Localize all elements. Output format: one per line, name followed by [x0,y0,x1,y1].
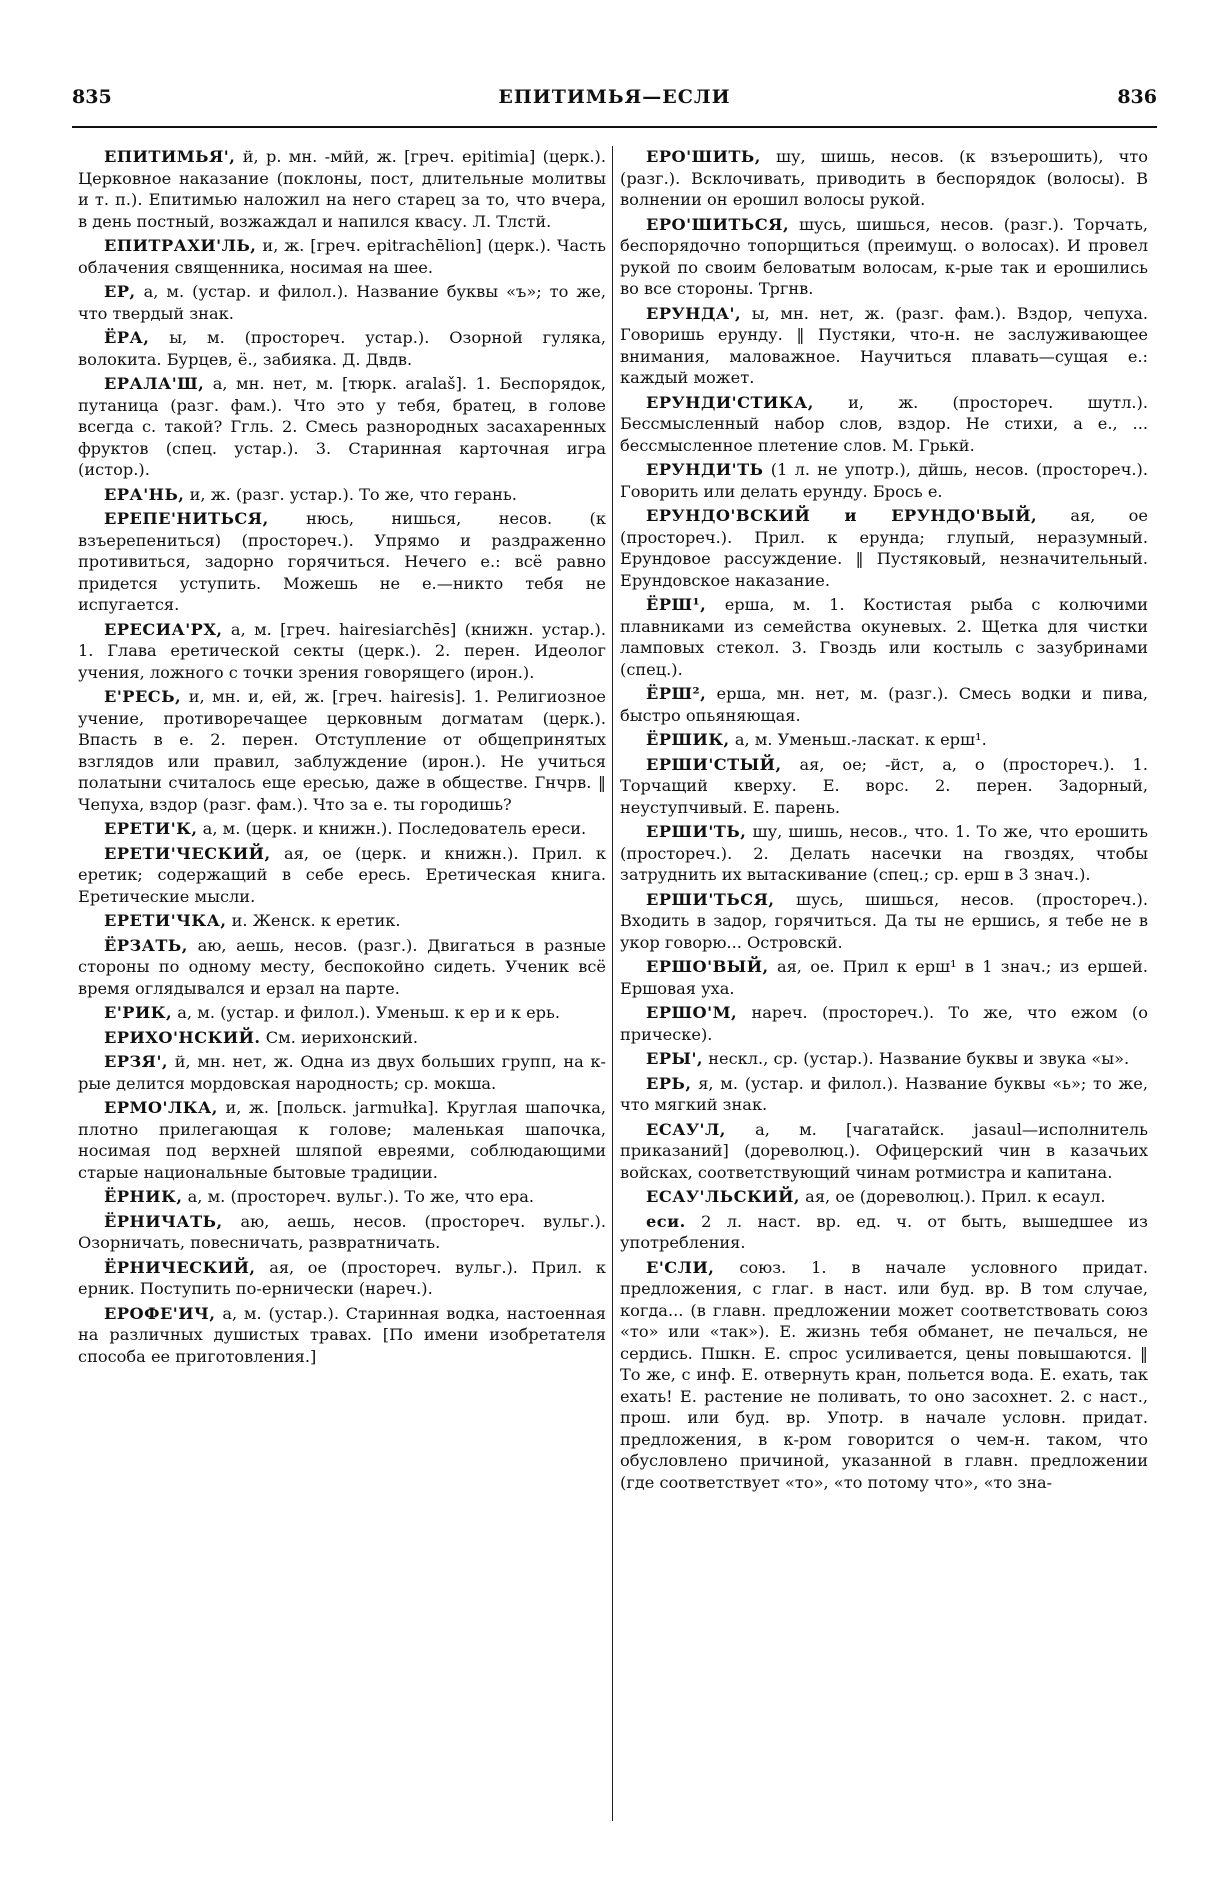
dictionary-entry [78,818,606,840]
entry-headword: ЕРАЛА'Ш, [104,374,205,393]
entry-headword: ЕРИХО'НСКИЙ. [104,1027,261,1047]
dictionary-entry [78,619,606,684]
entry-headword: ЕРЬ, [646,1073,692,1093]
dictionary-entry [620,1119,1148,1184]
right-column [620,146,1148,1496]
entry-headword: ЕРА'НЬ, [104,484,185,504]
entry-headword: Е'РЕСЬ, [104,687,182,706]
dictionary-entry [78,373,606,481]
dictionary-entry [620,1048,1148,1070]
entry-headword: ЕРШО'М, [646,1003,738,1022]
entry-definition: а, м. Уменьш.-ласкат. к ерш¹. [734,730,987,749]
entry-definition: ы, м. (простореч. устар.). Озорной гуляка, волокита. Бурцев, ё., забияка. Д. Двдв. [78,328,606,369]
dictionary-entry [620,146,1148,211]
dictionary-entry [78,935,606,1000]
dictionary-entry [620,303,1148,389]
entry-headword: ЕРЫ', [646,1049,704,1068]
entry-definition: ая, ое. Прил к ерш¹ в 1 знач.; из ершей. Ершовая уха. [620,957,1148,998]
dictionary-entry [620,821,1148,886]
entry-headword: ЕРУНДИ'ТЬ [646,460,764,479]
entry-definition: ая, ое; -йст, а, о (простореч.). 1. Торчащий кверху. Е. ворс. 2. перен. Задорный, неуступчивый. Е. парень. [620,754,1148,817]
dictionary-entry [78,686,606,815]
entry-headword: ЁРА, [104,328,150,347]
entry-definition: и, ж. (разг. устар.). То же, что герань. [189,484,517,504]
dictionary-entry [620,459,1148,502]
entry-headword: ЕРШИ'ТЬ, [646,822,747,841]
entry-headword: ЁРНИЧАТЬ, [104,1211,223,1231]
entry-definition: ая, ое (простореч.). Прил. к ерунда; глупый, неразумный. Ерундовое рассуждение. ‖ Пустяковый, незначительный. Ерундовское наказание. [620,506,1148,590]
entry-definition: й, мн. нет, ж. Одна из двух больших групп, на к-рые делится мордовская народность; ср. мокша. [78,1052,607,1093]
entry-headword: ЕР, [104,282,136,301]
entry-headword: ЁРНИЧЕСКИЙ, [104,1257,256,1277]
entry-headword: ЕРЕТИ'К, [104,819,198,838]
entry-definition: а, м. (устар. и филол.). Уменьш. к ер и к ерь. [177,1003,560,1022]
entry-headword: ЁРШ¹, [646,595,707,614]
entry-headword: ЕРЗЯ', [104,1052,169,1071]
entry-definition: и, мн. и, ей, ж. [греч. hairesis]. 1. Религиозное учение, противоречащее церковным догматам (церк.). Впасть в е. 2. перен. Отступление от общепринятых взглядов или правил, заблуждение (ирон.). Не учиться полатыни считалось еще ересью, даже в обществе. Гнчрв. ‖ Чепуха, вздор (разг. фам.). Что за е. ты городишь? [78,687,606,814]
dictionary-entry [620,1186,1148,1208]
entry-headword: ЁРШ², [646,684,707,703]
entry-headword: ЕРЕПЕ'НИТЬСЯ, [104,509,269,528]
entry-headword: ЕРЕТИ'ЧЕСКИЙ, [104,843,271,863]
entry-headword: ЕРУНДО'ВСКИЙ и ЕРУНДО'ВЫЙ, [646,506,1038,525]
entry-headword: ЕСАУ'ЛЬСКИЙ, [646,1187,801,1206]
entry-definition: а, м. [чагатайск. jasaul—исполнитель приказаний] (дореволюц.). Офицерский чин в казачьих войсках, соответствующий чинам ротмистра и капитана. [620,1119,1148,1182]
dictionary-entry [620,1257,1148,1494]
entry-definition: и, ж. (простореч. шутл.). Бессмысленный набор слов, вздор. Не стихи, а е., ... бессмысленное плетение слов. М. Грькй. [620,392,1148,455]
entry-headword: ЕРШИ'ТЬСЯ, [646,889,775,909]
entry-headword: ЕРШИ'СТЫЙ, [646,754,782,774]
entry-definition: (1 л. не употр.), дйшь, несов. (простореч.). Говорить или делать ерунду. Брось е. [620,460,1148,501]
dictionary-entry [78,1027,606,1049]
entry-definition: союз. 1. в начале условного придат. предложения, с глаг. в наст. или буд. вр. В том случае, когда... (в главн. предложении может соответствовать союз «то» или «так»). Е. жизнь тебя обманет, не печалься, не сердись. Пшкн. Е. спрос усиливается, цены повышаются. ‖ То же, с инф. Е. отвернуть кран, польется вода. Е. ехать, так ехать! Е. растение не поливать, то оно засохнет. 2. с наст., прош. или буд. вр. Употр. в начале условн. придат. предложения, в к-ром говорится о чем-н. таком, что обусловлено причиной, указанной в главн. предложении (где соответствует «то», «то потому что», «то зна- [620,1257,1148,1492]
page-header [72,86,1157,126]
entry-definition: ая, ое (церк. и книжн.). Прил. к еретик; содержащий в себе ересь. Еретическая книга. Еретические мысли. [78,843,606,906]
dictionary-entry [620,889,1148,954]
entry-definition: а, мн. нет, м. [тюрк. aralaš]. 1. Беспорядок, путаница (разг. фам.). Что это у тебя, братец, в голове всегда с. такой? Ггль. 2. Смесь разнородных засахаренных фруктов (спец. устар.). 3. Старинная карточная игра (истор.). [78,374,606,479]
entry-definition: я, м. (устар. и филол.). Название буквы «ь»; то же, что мягкий знак. [620,1073,1148,1114]
dictionary-entry [78,1002,606,1024]
entry-definition: шу, шишь, несов., что. 1. То же, что ерошить (простореч.). 2. Делать насечки на гвоздях, чтобы затруднить их вытаскивание (спец.; ср. ерш в 3 знач.). [620,822,1148,884]
left-page-number: 835 [72,86,112,108]
dictionary-entry [620,594,1148,680]
entry-definition: аю, аешь, несов. (разг.). Двигаться в разные стороны по одному месту, беспокойно сидеть. Ученик всё время оглядывался и ерзал на парте. [78,935,606,998]
entry-definition: и. Женск. к еретик. [231,911,401,930]
entry-definition: ерша, м. 1. Костистая рыба с колючими плавниками из семейства окуневых. 2. Щетка для чистки ламповых стекол. 3. Гвоздь или костыль с зазубринами (спец.). [620,595,1148,679]
entry-headword: ЕРШО'ВЫЙ, [646,957,769,976]
left-column [78,146,606,1370]
entry-headword: ЁРНИК, [104,1187,183,1206]
dictionary-entry [78,910,606,932]
entry-headword: ЕРО'ШИТЬ, [646,147,761,166]
entry-headword: ЕРОФЕ'ИЧ, [104,1303,216,1323]
dictionary-entry [78,1097,606,1183]
entry-definition: См. иерихонский. [265,1027,419,1047]
entry-definition: ерша, мн. нет, м. (разг.). Смесь водки и пива, быстро опьяняющая. [620,684,1148,725]
entry-definition: и, ж. [польск. jarmułka]. Круглая шапочка, плотно прилегающая к голове; маленькая шапочка, носимая под верхней шляпой евреями, соблюдающими старые национальные бытовые традиции. [78,1098,606,1182]
entry-definition: шусь, шишься, несов. (разг.). Торчать, беспорядочно топорщиться (преимущ. о волосах). И провел рукой по своим беловатым волосам, к-рые так и ерошились во все стороны. Тргнв. [620,214,1148,298]
dictionary-entry [620,956,1148,999]
entry-headword: ЕРУНДИ'СТИКА, [646,392,814,412]
dictionary-entry [78,1051,606,1094]
dictionary-entry [620,754,1148,819]
dictionary-entry [620,392,1148,457]
dictionary-entry [78,484,606,506]
entry-headword: Е'СЛИ, [646,1257,715,1277]
entry-definition: ая, ое (дореволюц.). Прил. к есаул. [805,1187,1106,1206]
entry-definition: а, м. (церк. и книжн.). Последователь ереси. [202,819,587,838]
entry-headword: еси. [646,1211,686,1231]
right-page-number: 836 [1117,86,1157,108]
entry-definition: ы, мн. нет, ж. (разг. фам.). Вздор, чепуха. Говоришь ерунду. ‖ Пустяки, что-н. не заслуживающее внимания, маловажное. Научиться плавать—сущая е.: каждый может. [620,303,1148,387]
running-head: ЕПИТИМЬЯ—ЕСЛИ [498,86,731,108]
dictionary-entry [620,729,1148,751]
dictionary-entry [78,508,606,616]
dictionary-entry [78,1186,606,1208]
dictionary-entry [78,1211,606,1254]
dictionary-entry [620,1211,1148,1254]
entry-definition: шу, шишь, несов. (к взъерошить), что (разг.). Всклочивать, приводить в беспорядок (волосы). В волнении он ерошил волосы рукой. [620,147,1148,209]
dictionary-entry [78,146,606,232]
entry-definition: нареч. (простореч.). То же, что ежом (о прическе). [620,1003,1148,1044]
entry-headword: ЕСАУ'Л, [646,1119,726,1139]
entry-definition: а, м. [греч. hairesiarchēs] (книжн. устар.). 1. Глава еретической секты (церк.). 2. перен. Идеолог учения, ложного с точки зрения говорящего (ирон.). [78,619,606,682]
entry-headword: ЕРО'ШИТЬСЯ, [646,214,790,234]
entry-headword: ЕРЕСИА'РХ, [104,619,223,639]
dictionary-entry [78,843,606,908]
dictionary-entry [78,281,606,324]
entry-headword: ЁРШИК, [646,730,730,749]
entry-definition: а, м. (простореч. вульг.). То же, что ера. [187,1187,535,1206]
entry-definition: аю, аешь, несов. (простореч. вульг.). Озорничать, повесничать, развратничать. [78,1211,606,1252]
entry-headword: ЁРЗАТЬ, [104,935,188,955]
entry-headword: Е'РИК, [104,1003,173,1022]
entry-headword: ЕРУНДА', [646,303,742,323]
entry-definition: 2 л. наст. вр. ед. ч. от быть, вышедшее из употребления. [620,1211,1148,1252]
entry-definition: шусь, шишься, несов. (простореч.). Входить в задор, горячиться. Да ты не ершись, я тебе не в укор говорю... Островскй. [620,889,1148,952]
entry-definition: нескл., ср. (устар.). Название буквы и звука «ы». [708,1049,1130,1068]
entry-headword: ЕПИТИМЬЯ', [104,147,236,166]
entry-definition: а, м. (устар. и филол.). Название буквы «ъ»; то же, что твердый знак. [78,282,606,323]
entry-definition: и, ж. [греч. epitrachēlion] (церк.). Часть облачения священника, носимая на шее. [78,236,606,277]
dictionary-entry [78,1257,606,1300]
entry-definition: й, р. мн. -мйй, ж. [греч. epitimia] (церк.). Церковное наказание (поклоны, пост, длительные молитвы и т. п.). Епитимью наложил на него старец за то, что вчера, в день постный, возжаждал и напился квасу. Л. Тлстй. [78,147,606,231]
dictionary-entry [620,683,1148,726]
entry-definition: а, м. (устар.). Старинная водка, настоенная на различных душистых травах. [По имени изобретателя способа ее приготовления.] [78,1303,606,1366]
entry-definition: ая, ое (простореч. вульг.). Прил. к ерник. Поступить по-ернически (нареч.). [78,1257,606,1298]
dictionary-entry [78,235,606,278]
entry-headword: ЕРМО'ЛКА, [104,1098,218,1117]
dictionary-entry [620,505,1148,591]
dictionary-entry [620,1002,1148,1045]
entry-headword: ЕРЕТИ'ЧКА, [104,911,227,930]
entry-definition: нюсь, нишься, несов. (к взъерепениться) (простореч.). Упрямо и раздраженно противиться, задорно горячиться. Нечего е.: всё равно придется уступить. Можешь не е.—никто тебя не испугается. [78,509,606,614]
column-divider [612,146,613,1821]
dictionary-entry [78,327,606,370]
entry-headword: ЕПИТРАХИ'ЛЬ, [104,236,257,255]
dictionary-entry [620,1073,1148,1116]
dictionary-entry [78,1303,606,1368]
dictionary-entry [620,214,1148,300]
header-rule [72,126,1157,128]
